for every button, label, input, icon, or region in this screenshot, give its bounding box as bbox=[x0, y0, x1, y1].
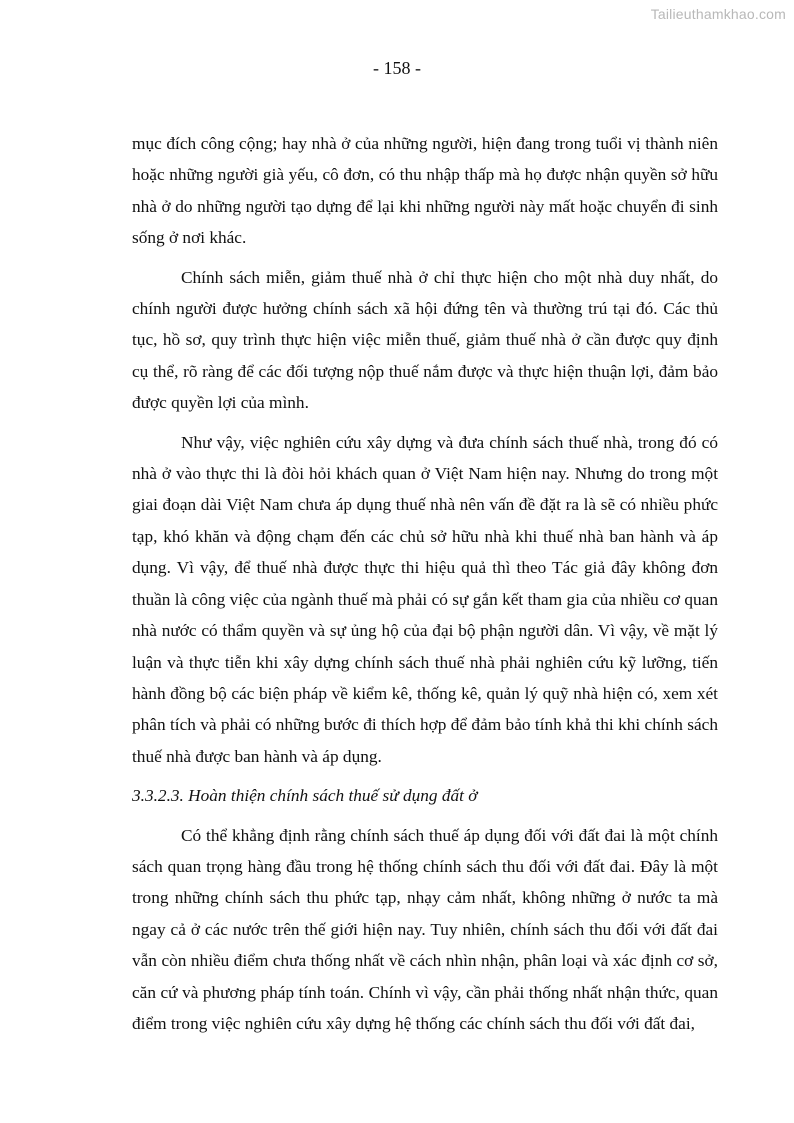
paragraph-tax-exemption: Chính sách miễn, giảm thuế nhà ở chỉ thực hiện cho một nhà duy nhất, do chính người được hưởng chính sách xã hội đứng tên và thường trú tại đó. Các thủ tục, hồ sơ, quy trình thực hiện việc miễn thuế, giảm thuế nhà ở cần được quy định cụ thể, rõ ràng để các đối tượng nộp thuế nắm được và thực hiện thuận lợi, đảm bảo được quyền lợi của mình. bbox=[132, 267, 718, 413]
section-heading: 3.3.2.3. Hoàn thiện chính sách thuế sử dụng đất ở bbox=[132, 786, 478, 806]
watermark-text: Tailieuthamkhao.com bbox=[650, 6, 786, 22]
paragraph-continuation: mục đích công cộng; hay nhà ở của những người, hiện đang trong tuổi vị thành niên hoặc những người già yếu, cô đơn, có thu nhập thấp mà họ được nhận quyền sở hữu nhà ở do những người tạo dựng để lại khi những người này mất hoặc chuyển đi sinh sống ở nơi khác. bbox=[132, 134, 718, 248]
page-number: - 158 - bbox=[373, 58, 421, 78]
document-body bbox=[132, 128, 718, 1047]
paragraph-house-tax: Như vậy, việc nghiên cứu xây dựng và đưa chính sách thuế nhà, trong đó có nhà ở vào thực thi là đòi hỏi khách quan ở Việt Nam hiện nay. Nhưng do trong một giai đoạn dài Việt Nam chưa áp dụng thuế nhà nên vấn đề đặt ra là sẽ có nhiều phức tạp, khó khăn và động chạm đến các chủ sở hữu nhà khi thuế nhà ban hành và áp dụng. Vì vậy, để thuế nhà được thực thi hiệu quả thì theo Tác giả đây không đơn thuần là công việc của ngành thuế mà phải có sự gắn kết tham gia của nhiều cơ quan nhà nước có thẩm quyền và sự ủng hộ của đại bộ phận người dân. Vì vậy, về mặt lý luận và thực tiễn khi xây dựng chính sách thuế nhà phải nghiên cứu kỹ lưỡng, tiến hành đồng bộ các biện pháp về kiểm kê, thống kê, quản lý quỹ nhà hiện có, xem xét phân tích và phải có những bước đi thích hợp để đảm bảo tính khả thi khi chính sách thuế nhà được ban hành và áp dụng. bbox=[132, 432, 718, 766]
paragraph-land-tax: Có thể khẳng định rằng chính sách thuế áp dụng đối với đất đai là một chính sách quan trọng hàng đầu trong hệ thống chính sách thu đối với đất đai. Đây là một trong những chính sách thu phức tạp, nhạy cảm nhất, không những ở nước ta mà ngay cả ở các nước trên thế giới hiện nay. Tuy nhiên, chính sách thu đối với đất đai vẫn còn nhiều điểm chưa thống nhất về cách nhìn nhận, phân loại và xác định cơ sở, căn cứ và phương pháp tính toán. Chính vì vậy, cần phải thống nhất nhận thức, quan điểm trong việc nghiên cứu xây dựng hệ thống các chính sách thu đối với đất đai, bbox=[132, 825, 718, 1033]
